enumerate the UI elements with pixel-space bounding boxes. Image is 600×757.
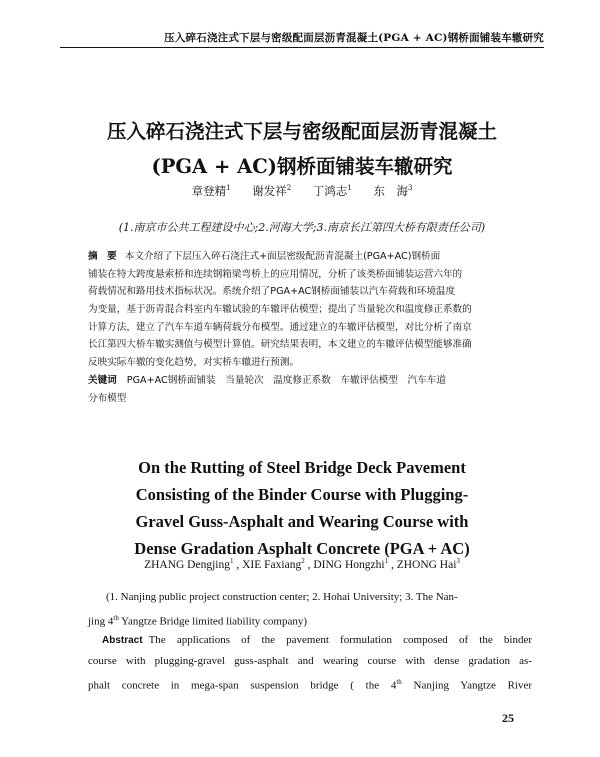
cn-abstract-label: 摘 要	[88, 251, 117, 262]
en-author: ZHANG Dengjing$^1$ ,	[144, 557, 240, 571]
cn-abstract-text: 为变量，基于沥青混合料室内车辙试验的车辙评估模型；提出了当量轮次和温度修正系数的	[88, 304, 472, 316]
en-title-line-2: Consisting of the Binder Course with Plugging-	[135, 485, 469, 504]
en-abstract-text: phalt concrete in mega-span suspension bridge ( the 4th Nanjing Yangtze River	[88, 678, 533, 692]
running-header: 压入碎石浇注式下层与密级配面层沥青混凝土(PGA + AC)钢桥面铺装车辙研究	[164, 32, 544, 44]
cn-abstract-text: 铺装在特大跨度悬索桥和连续钢箱梁弯桥上的应用情况，分析了该类桥面铺装运营六年的	[88, 268, 463, 280]
en-author-list	[60, 557, 544, 571]
cn-abstract	[88, 248, 532, 407]
cn-keywords-text: 分布模型	[88, 392, 127, 404]
cn-abstract-text: 反映实际车辙的变化趋势，对实桥车辙进行预测。	[88, 357, 300, 369]
en-title-line-1: On the Rutting of Steel Bridge Deck Pavement	[138, 458, 466, 477]
cn-author: 章登精$^1$	[191, 184, 231, 198]
cn-author: 丁鸿志$^1$	[312, 184, 352, 198]
en-abstract-text: course with plugging-gravel guss-asphalt and wearing course with dense gradation as-	[88, 655, 532, 667]
cn-affiliation: (1.南京市公共工程建设中心;2.河海大学;3.南京长江第四大桥有限责任公司)	[118, 221, 486, 234]
en-abstract-text: The applications of the pavement formulation composed of the binder	[148, 634, 532, 646]
cn-abstract-text: 本文介绍了下层压入碎石浇注式+面层密级配沥青混凝土(PGA+AC)钢桥面	[124, 251, 441, 262]
cn-author: 谢发祥$^2$	[252, 184, 292, 198]
en-author: DING Hongzhi$^1$ ,	[313, 557, 394, 571]
en-affiliation-line: (1. Nanjing public project construction center; 2. Hohai University; 3. The Nan-	[106, 591, 458, 603]
cn-title-line-1: 压入碎石浇注式下层与密级配面层沥青混凝土	[106, 120, 497, 143]
cn-abstract-text: 计算方法，建立了汽车车道车辆荷载分布模型。通过建立的车辙评估模型，对比分析了南京	[88, 321, 472, 333]
en-affiliation	[88, 587, 532, 629]
en-author: ZHONG Hai$^3$	[396, 557, 460, 571]
en-abstract-label: Abstract	[102, 635, 143, 646]
en-affiliation-line: jing 4th Yangtze Bridge limited liability company)	[88, 614, 308, 628]
cn-author-list	[60, 183, 544, 199]
cn-abstract-text: 长江第四大桥车辙实测值与模型计算值。研究结果表明，本文建立的车辙评估模型能够准确	[88, 339, 472, 351]
cn-keywords-text: PGA+AC钢桥面铺装 当量轮次 温度修正系数 车辙评估模型 汽车车道	[126, 374, 446, 386]
en-author: XIE Faxiang$^2$ ,	[242, 557, 311, 571]
cn-author: 东 海$^3$	[373, 184, 413, 198]
cn-abstract-text: 荷载情况和路用技术指标状况。系统介绍了PGA+AC钢桥面铺装以汽车荷载和环境温度	[88, 286, 456, 298]
en-abstract	[88, 630, 532, 693]
header-rule	[60, 47, 544, 48]
en-title-line-4: Dense Gradation Asphalt Concrete (PGA + AC)	[134, 539, 470, 558]
cn-keywords-label: 关键词	[88, 374, 117, 386]
en-title-line-3: Gravel Guss-Asphalt and Wearing Course with	[135, 512, 469, 531]
cn-title-line-2: (PGA + AC)钢桥面铺装车辙研究	[151, 155, 453, 178]
page-number: 25	[502, 711, 514, 725]
